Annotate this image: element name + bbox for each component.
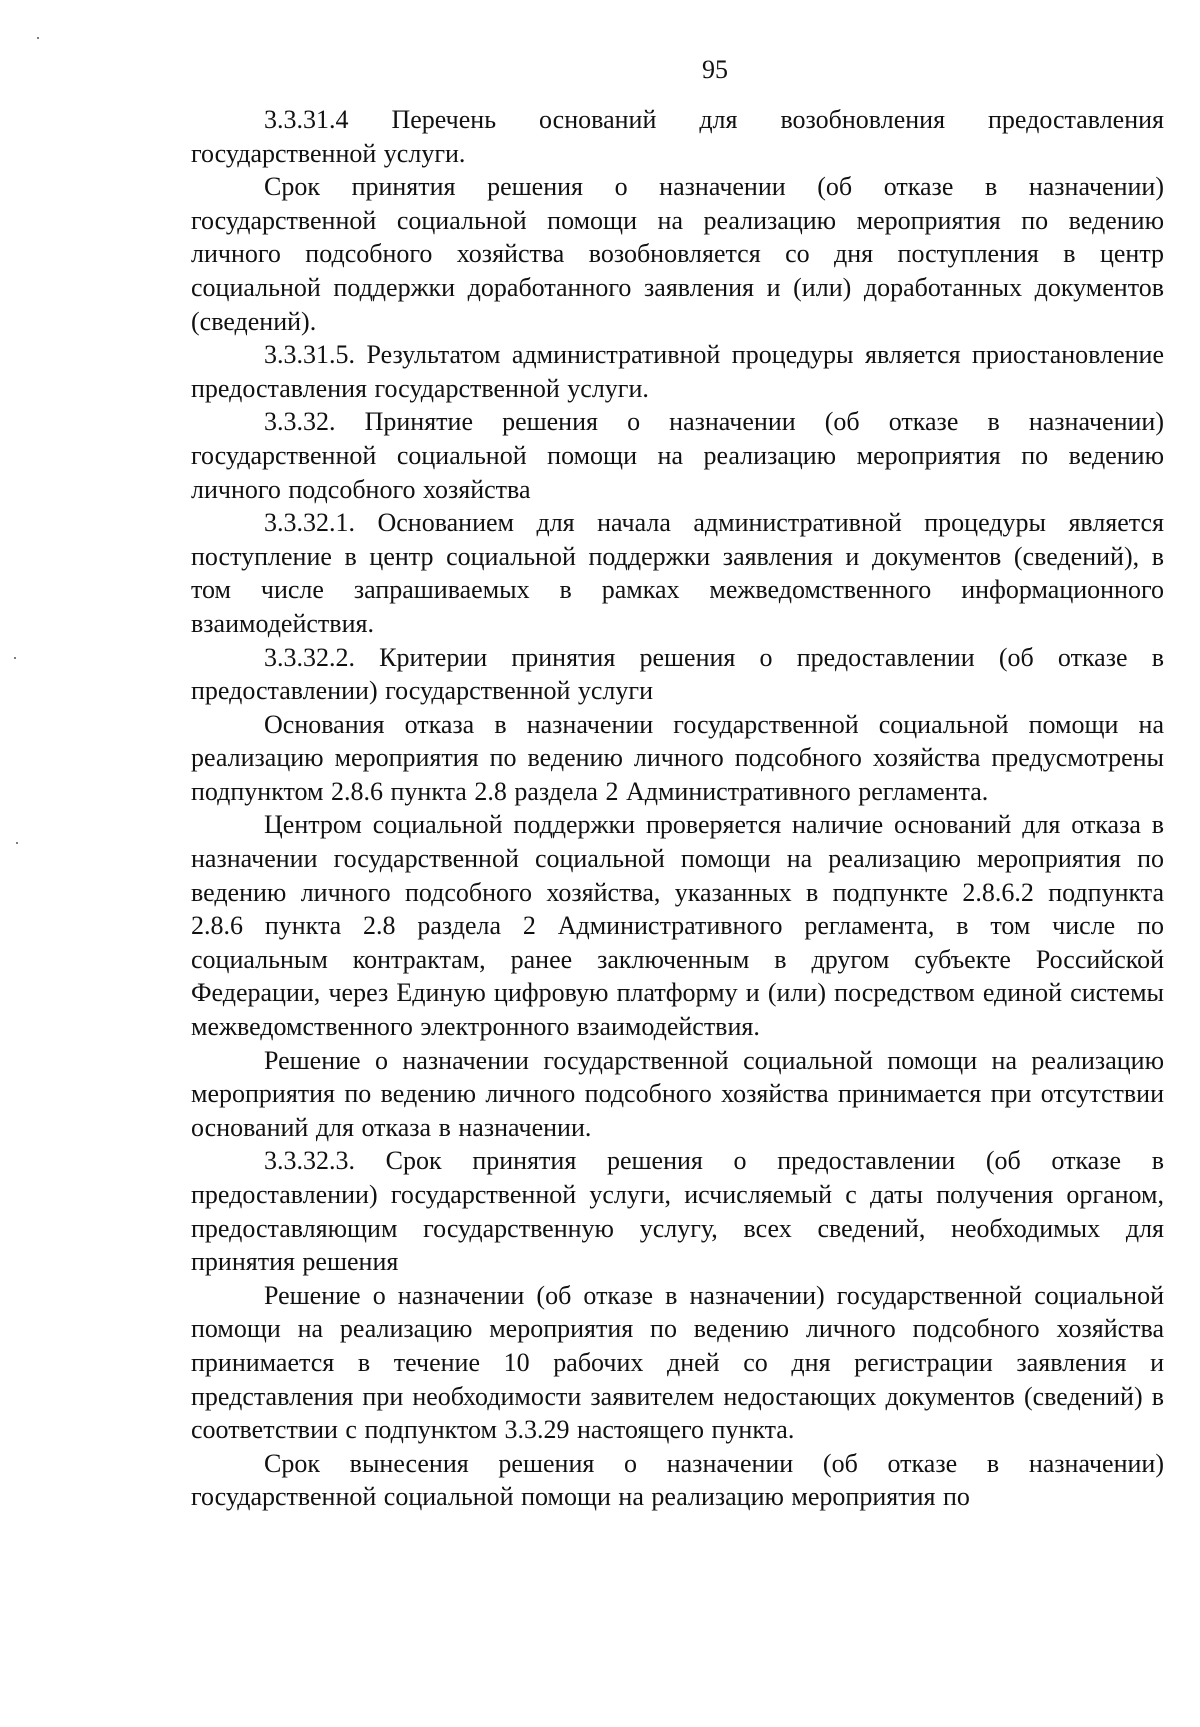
paragraph: Основания отказа в назначении государственной социальной помощи на реализацию мероприятия по ведению личного подсобного хозяйства предусмотрены подпунктом 2.8.6 пункта 2.8 раздела 2 Административного регламента. <box>191 709 1164 806</box>
paragraph: 3.3.32. Принятие решения о назначении (об отказе в назначении) государственной социальной помощи на реализацию мероприятия по ведению личного подсобного хозяйства <box>191 407 1164 504</box>
paragraph: 3.3.32.3. Срок принятия решения о предоставлении (об отказе в предоставлении) государственной услуги, исчисляемый с даты получения органом, предоставляющим государственную услугу, всех сведений, необходимых для принятия решения <box>191 1146 1164 1277</box>
paragraph: Решение о назначении государственной социальной помощи на реализацию мероприятия по ведению личного подсобного хозяйства принимается при отсутствии оснований для отказа в назначении. <box>191 1045 1164 1142</box>
scan-speck <box>14 657 16 659</box>
scan-speck <box>16 842 18 844</box>
paragraph: 3.3.31.4 Перечень оснований для возобновления предоставления государственной услуги. <box>191 105 1164 168</box>
paragraph: 3.3.32.2. Критерии принятия решения о предоставлении (об отказе в предоставлении) государственной услуги <box>191 642 1164 706</box>
scan-speck <box>37 37 39 39</box>
paragraph: Центром социальной поддержки проверяется наличие оснований для отказа в назначении государственной социальной помощи на реализацию мероприятия по ведению личного подсобного хозяйства, указанных в подпункте 2.8.6.2 подпункта 2.8.6 пункта 2.8 раздела 2 Административного регламента, в том числе по социальным контрактам, ранее заключенным в другом субъекте Российской Федерации, через Единую цифровую платформу и (или) посредством единой системы межведомственного электронного взаимодействия. <box>191 810 1164 1042</box>
paragraph: Срок вынесения решения о назначении (об отказе в назначении) государственной социальной помощи на реализацию мероприятия по <box>191 1448 1164 1512</box>
document-body <box>191 103 1164 1514</box>
paragraph: 3.3.31.5. Результатом административной процедуры является приостановление предоставления государственной услуги. <box>191 340 1164 403</box>
paragraph: Срок принятия решения о назначении (об отказе в назначении) государственной социальной помощи на реализацию мероприятия по ведению личного подсобного хозяйства возобновляется со дня поступления в центр социальной поддержки доработанного заявления и (или) доработанных документов (сведений). <box>191 172 1164 336</box>
page-number: 95 <box>702 55 728 84</box>
paragraph: 3.3.32.1. Основанием для начала административной процедуры является поступление в центр социальной поддержки заявления и документов (сведений), в том числе запрашиваемых в рамках межведомственного информационного взаимодействия. <box>191 508 1164 638</box>
paragraph: Решение о назначении (об отказе в назначении) государственной социальной помощи на реализацию мероприятия по ведению личного подсобного хозяйства принимается в течение 10 рабочих дней со дня регистрации заявления и представления при необходимости заявителем недостающих документов (сведений) в соответствии с подпунктом 3.3.29 настоящего пункта. <box>191 1280 1164 1445</box>
